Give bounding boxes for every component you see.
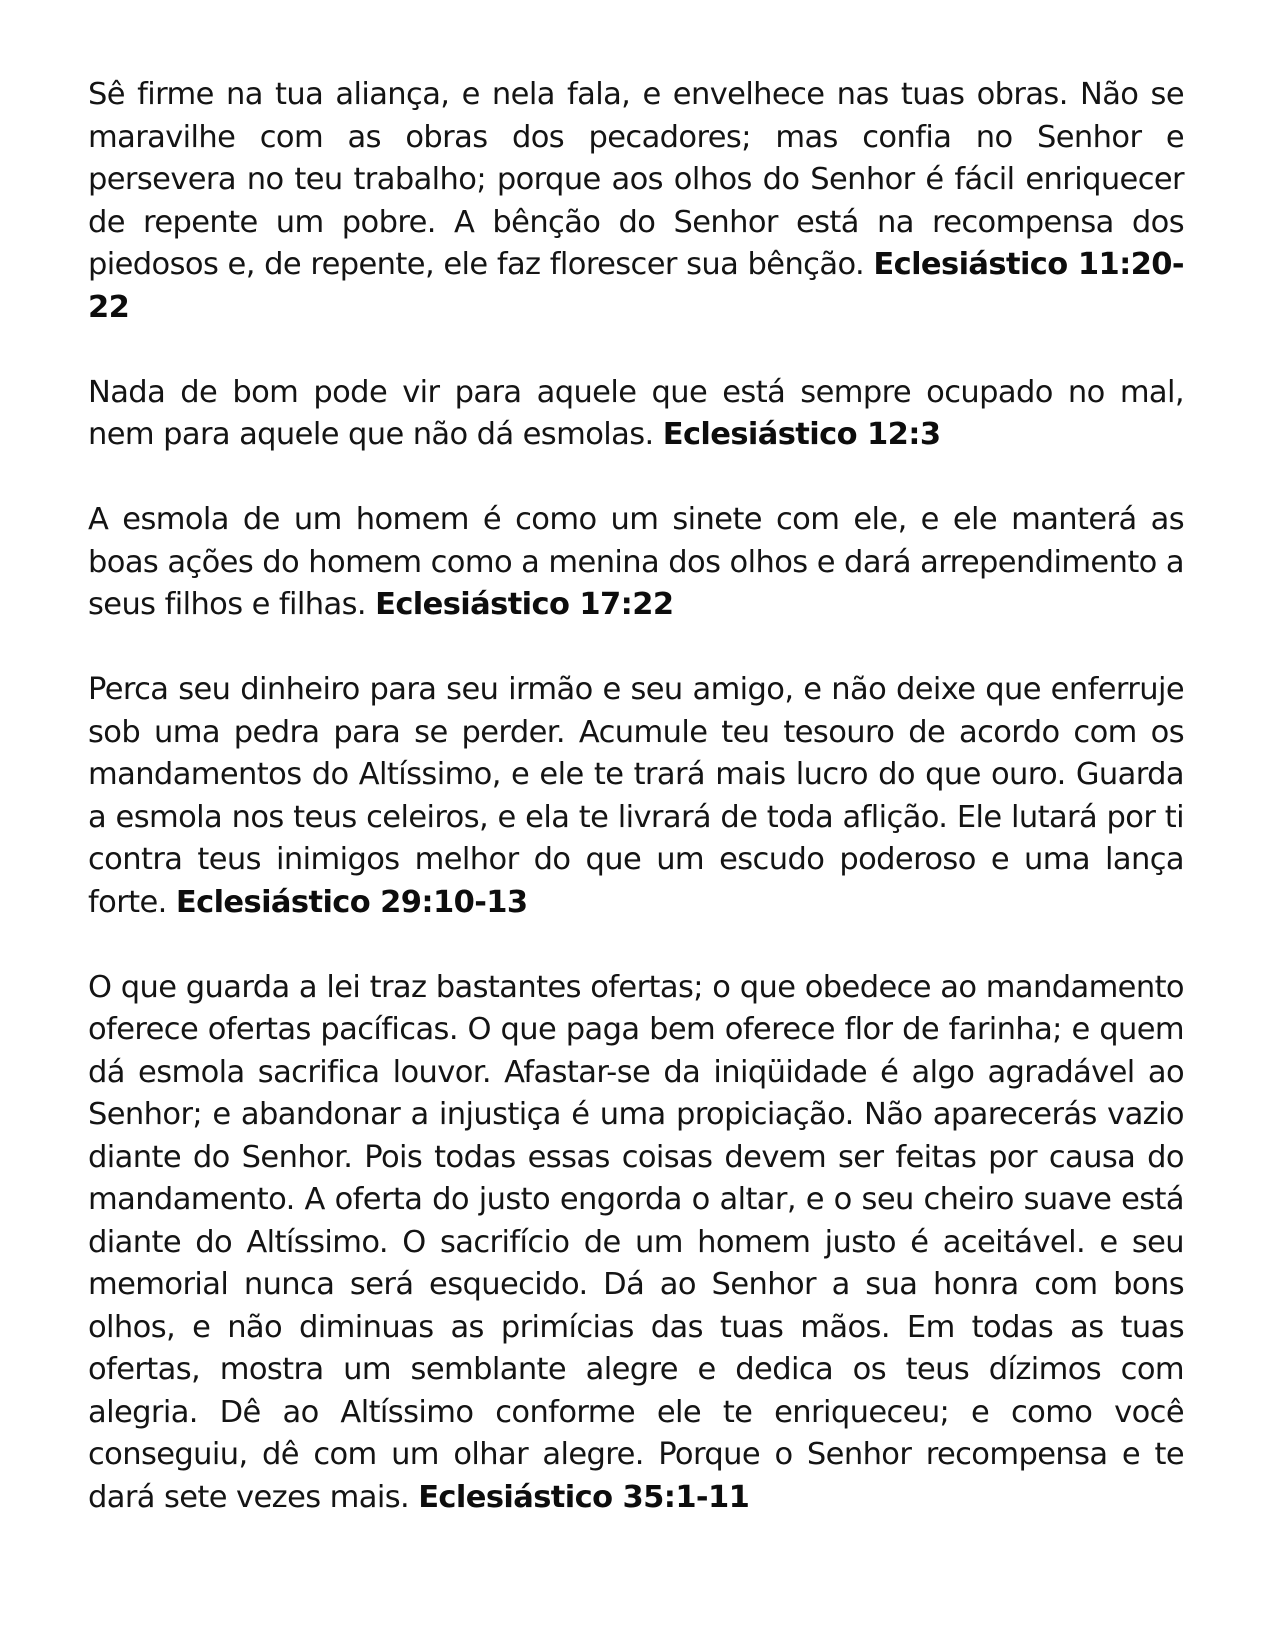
scripture-reference: Eclesiástico 17:22 bbox=[375, 587, 674, 622]
passage-1 bbox=[88, 74, 1184, 329]
passage-text: Nada de bom pode vir para aquele que está sempre ocupado no mal, nem para aquele que não dá esmolas. bbox=[88, 374, 1184, 452]
scripture-reference: Eclesiástico 12:3 bbox=[662, 417, 941, 452]
passage-2 bbox=[88, 372, 1184, 457]
passage-3 bbox=[88, 499, 1184, 627]
passage-text: Sê firme na tua aliança, e nela fala, e envelhece nas tuas obras. Não se maravilhe com as obras dos pecadores; mas confia no Senhor e persevera no teu trabalho; porque aos olhos do Senhor é fácil enriquecer de repente um pobre. A bênção do Senhor está na recompensa dos piedosos e, de repente, ele faz florescer sua bênção. bbox=[88, 77, 1184, 282]
passage-4 bbox=[88, 669, 1184, 924]
passage-text: Perca seu dinheiro para seu irmão e seu amigo, e não deixe que enferruje sob uma pedra para se perder. Acumule teu tesouro de acordo com os mandamentos do Altíssimo, e ele te trará mais lucro do que ouro. Guarda a esmola nos teus celeiros, e ela te livrará de toda aflição. Ele lutará por ti contra teus inimigos melhor do que um escudo poderoso e uma lança forte. bbox=[88, 672, 1184, 920]
scripture-reference: Eclesiástico 29:10-13 bbox=[175, 884, 528, 920]
passage-text: O que guarda a lei traz bastantes ofertas; o que obedece ao mandamento oferece ofertas pacíficas. O que paga bem oferece flor de farinha; e quem dá esmola sacrifica louvor. Afastar-se da iniqüidade é algo agradável ao Senhor; e abandonar a injustiça é uma propiciação. Não aparecerás vazio diante do Senhor. Pois todas essas coisas devem ser feitas por causa do mandamento. A oferta do justo engorda o altar, e o seu cheiro suave está diante do Altíssimo. O sacrifício de um homem justo é aceitável. e seu memorial nunca será esquecido. Dá ao Senhor a sua honra com bons olhos, e não diminuas as primícias das tuas mãos. Em todas as tuas ofertas, mostra um semblante alegre e dedica os teus dízimos com alegria. Dê ao Altíssimo conforme ele te enriqueceu; e como você conseguiu, dê com um olhar alegre. Porque o Senhor recompensa e te dará sete vezes mais. bbox=[88, 969, 1184, 1515]
passage-text: A esmola de um homem é como um sinete com ele, e ele manterá as boas ações do homem como a menina dos olhos e dará arrependimento a seus filhos e filhas. bbox=[88, 502, 1184, 622]
scripture-reference: Eclesiástico 11:20-22 bbox=[88, 247, 1184, 325]
document-page bbox=[88, 74, 1184, 1519]
passage-5 bbox=[88, 967, 1184, 1520]
scripture-reference: Eclesiástico 35:1-11 bbox=[418, 1479, 750, 1515]
